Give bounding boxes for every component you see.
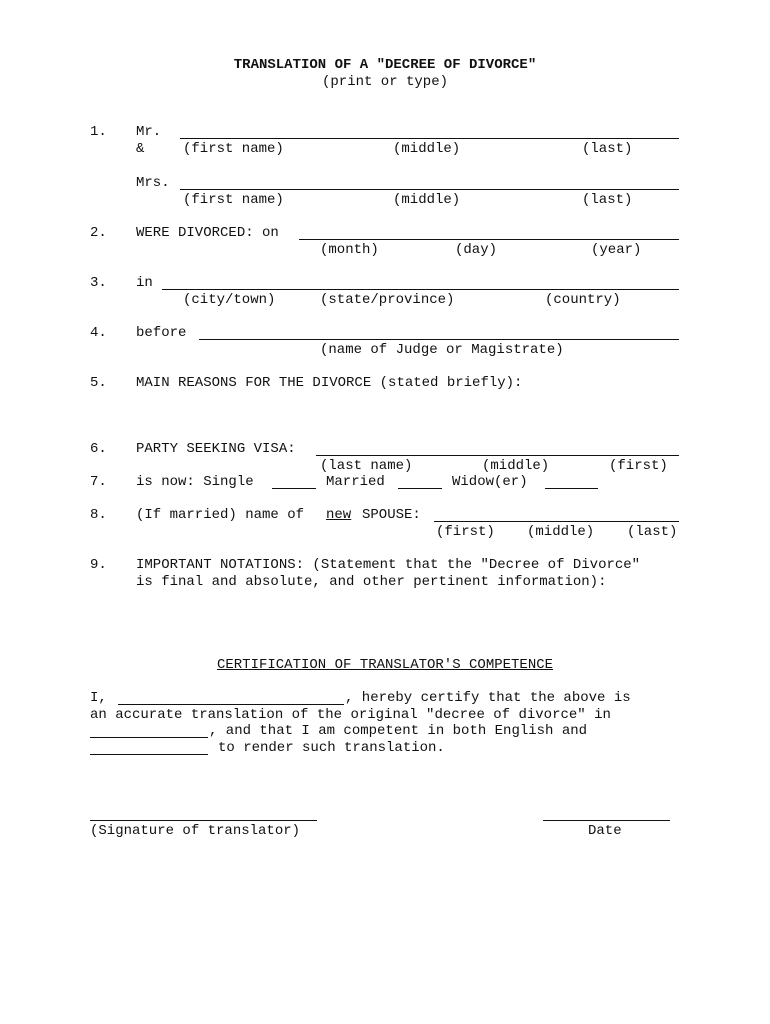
cert-i-label: I, <box>90 690 107 706</box>
single-line[interactable] <box>272 488 316 489</box>
notations-line-2: is final and absolute, and other pertinent information): <box>136 574 607 590</box>
before-label: before <box>136 325 187 341</box>
item-number-7: 7. <box>90 474 107 490</box>
country-caption: (country) <box>545 292 621 308</box>
month-caption: (month) <box>320 242 379 258</box>
place-line[interactable] <box>162 289 679 290</box>
item-number-5: 5. <box>90 375 107 391</box>
date-caption: Date <box>588 823 622 839</box>
married-line[interactable] <box>398 488 442 489</box>
form-title: TRANSLATION OF A "DECREE OF DIVORCE" <box>233 57 537 73</box>
day-caption: (day) <box>455 242 498 258</box>
party-last-name-caption: (last name) <box>320 458 413 474</box>
mr-last-caption: (last) <box>582 141 633 157</box>
spouse-first-caption: (first) <box>436 524 495 540</box>
signature-line[interactable] <box>90 820 317 821</box>
cert-line-2: an accurate translation of the original "decree of divorce" in <box>90 707 611 723</box>
if-married-label: (If married) name of <box>136 507 305 523</box>
widow-line[interactable] <box>545 488 598 489</box>
item-number-3: 3. <box>90 275 107 291</box>
target-language-line[interactable] <box>90 754 208 755</box>
item-number-4: 4. <box>90 325 107 341</box>
party-middle-caption: (middle) <box>482 458 550 474</box>
year-caption: (year) <box>591 242 642 258</box>
new-label: new <box>326 507 352 523</box>
notations-line-1: IMPORTANT NOTATIONS: (Statement that the "Decree of Divorce" <box>136 557 641 573</box>
judge-line[interactable] <box>199 339 679 340</box>
spouse-name-line[interactable] <box>434 521 679 522</box>
item-number-8: 8. <box>90 507 107 523</box>
mr-name-line[interactable] <box>180 138 679 139</box>
married-label: Married <box>326 474 385 490</box>
ampersand-label: & <box>136 141 145 157</box>
mr-label: Mr. <box>136 124 162 140</box>
mr-middle-caption: (middle) <box>393 141 461 157</box>
divorce-date-line[interactable] <box>299 239 679 240</box>
spouse-label: SPOUSE: <box>362 507 421 523</box>
widow-label: Widow(er) <box>452 474 528 490</box>
signature-caption: (Signature of translator) <box>90 823 301 839</box>
party-label: PARTY SEEKING VISA: <box>136 441 296 457</box>
city-caption: (city/town) <box>183 292 276 308</box>
mrs-first-name-caption: (first name) <box>183 192 284 208</box>
item-number-2: 2. <box>90 225 107 241</box>
source-language-line[interactable] <box>90 737 208 738</box>
item-number-9: 9. <box>90 557 107 573</box>
mrs-last-caption: (last) <box>582 192 633 208</box>
state-caption: (state/province) <box>320 292 455 308</box>
divorced-label: WERE DIVORCED: on <box>136 225 279 241</box>
mrs-label: Mrs. <box>136 175 170 191</box>
spouse-middle-caption: (middle) <box>527 524 595 540</box>
form-subtitle: (print or type) <box>321 74 449 90</box>
is-now-single-label: is now: Single <box>136 474 254 490</box>
date-line[interactable] <box>543 820 670 821</box>
item-number-1: 1. <box>90 124 107 140</box>
item-number-6: 6. <box>90 441 107 457</box>
mrs-middle-caption: (middle) <box>393 192 461 208</box>
mrs-name-line[interactable] <box>180 189 679 190</box>
cert-line-3: , and that I am competent in both English and <box>209 723 588 739</box>
party-first-caption: (first) <box>609 458 668 474</box>
cert-hereby-text: , hereby certify that the above is <box>345 690 631 706</box>
translator-name-line[interactable] <box>118 704 344 705</box>
certification-heading: CERTIFICATION OF TRANSLATOR'S COMPETENCE <box>216 657 554 673</box>
mr-first-name-caption: (first name) <box>183 141 284 157</box>
judge-caption: (name of Judge or Magistrate) <box>320 342 564 358</box>
in-label: in <box>136 275 153 291</box>
spouse-last-caption: (last) <box>627 524 678 540</box>
reasons-label: MAIN REASONS FOR THE DIVORCE (stated briefly): <box>136 375 523 391</box>
cert-line-4: to render such translation. <box>218 740 445 756</box>
party-name-line[interactable] <box>316 455 679 456</box>
